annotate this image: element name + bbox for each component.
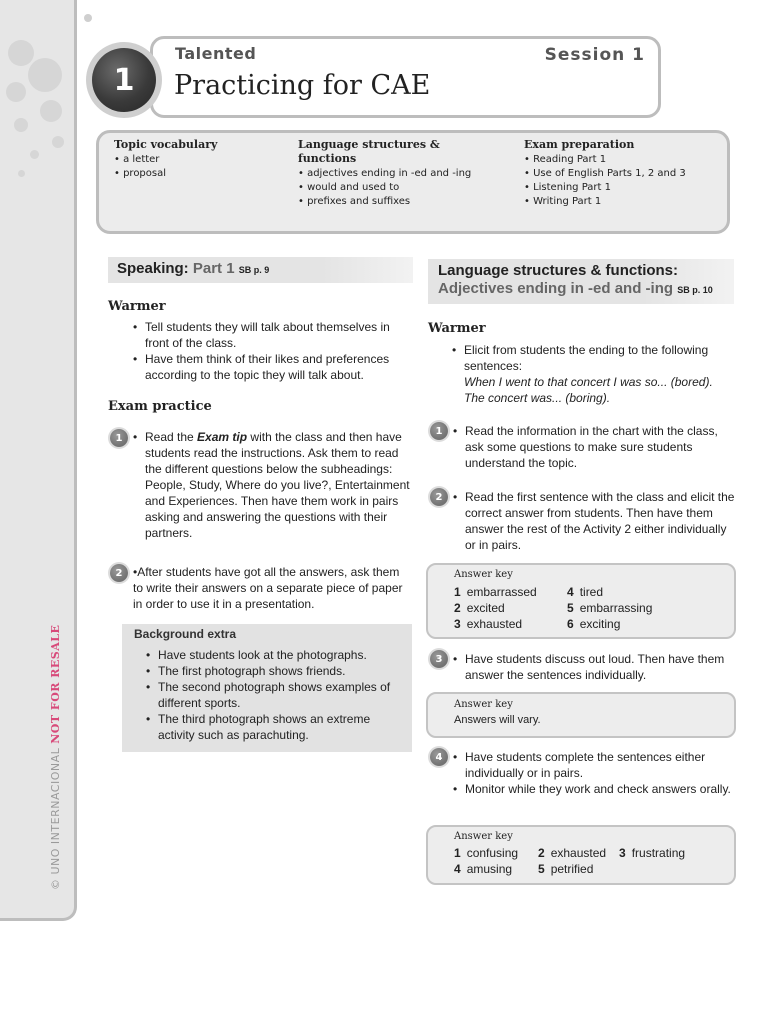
step-number-badge: 3 xyxy=(430,650,448,668)
decor-bubble xyxy=(8,40,34,66)
answer-item: 2 exhausted xyxy=(538,846,607,860)
step-number-badge: 1 xyxy=(110,429,128,447)
answer-item: 1 embarrassed xyxy=(454,585,537,599)
unit-subtitle: Talented xyxy=(175,44,257,63)
answer-item: 5 embarrassing xyxy=(567,601,653,615)
exam-preparation-overview: Exam preparation • Reading Part 1 • Use of English Parts 1, 2 and 3 • Listening Part 1 • Writing Part 1 xyxy=(524,138,686,209)
decor-bubble xyxy=(84,14,92,22)
decor-bubble xyxy=(52,136,64,148)
session-label: Session 1 xyxy=(544,45,645,65)
language-structures-overview: Language structures & functions • adjectives ending in -ed and -ing • would and used to • prefixes and suffixes xyxy=(298,138,471,209)
answer-key-title: Answer key xyxy=(454,831,513,842)
language-step-4: • Have students complete the sentences either individually or in pairs. • Monitor while they work and check answers orally. xyxy=(453,749,735,797)
decor-bubble xyxy=(18,170,25,177)
decor-bubble xyxy=(40,100,62,122)
exam-practice-step-1: • Read the Exam tip with the class and then have students read the instructions. Ask them to read the different questions below the subheadings: People, Study, Where do you live?, Entertainment and Experiences. Then have them work in pairs asking and answering the questions with their partners. xyxy=(133,429,411,541)
unit-badge: 1 xyxy=(92,48,156,112)
decor-bubble xyxy=(6,82,26,102)
warmer-right-list: • Elicit from students the ending to the following sentences: When I went to that concert I was so... (bored). The concert was... (boring). xyxy=(452,342,732,406)
language-step-1: • Read the information in the chart with the class, ask some questions to make sure students understand the topic. xyxy=(453,423,735,471)
topic-vocabulary: Topic vocabulary • a letter • proposal xyxy=(114,138,217,181)
language-step-2: • Read the first sentence with the class and elicit the correct answer from students. Then have them answer the rest of the Activity 2 either individually or in pairs. xyxy=(453,489,735,553)
answer-key-title: Answer key xyxy=(454,699,513,710)
decor-bubble xyxy=(28,58,62,92)
warmer-heading: Warmer xyxy=(108,299,166,314)
answer-item: 2 excited xyxy=(454,601,505,615)
step-number-badge: 1 xyxy=(430,422,448,440)
answer-text: Answers will vary. xyxy=(454,714,541,726)
warmer-heading-right: Warmer xyxy=(428,321,486,336)
decor-bubble xyxy=(14,118,28,132)
warmer-list: • Tell students they will talk about themselves in front of the class. • Have them think of their likes and preferences according to the topic they will talk about. xyxy=(133,319,408,383)
answer-item: 4 amusing xyxy=(454,862,513,876)
answer-item: 4 tired xyxy=(567,585,604,599)
language-step-3: • Have students discuss out loud. Then have them answer the sentences individually. xyxy=(453,651,737,683)
exam-practice-step-2: •After students have got all the answers, ask them to write their answers on a separate piece of paper in order to use it in a presentation. xyxy=(133,565,403,611)
step-number-badge: 2 xyxy=(430,488,448,506)
step-number-badge: 2 xyxy=(110,564,128,582)
sidebar-strip xyxy=(0,0,77,921)
page-title: Practicing for CAE xyxy=(174,70,431,101)
answer-item: 3 frustrating xyxy=(619,846,686,860)
decor-bubble xyxy=(30,150,39,159)
answer-item: 3 exhausted xyxy=(454,617,523,631)
answer-item: 1 confusing xyxy=(454,846,519,860)
background-extra-title: Background extra xyxy=(134,627,237,641)
speaking-section-header: Speaking: Part 1 SB p. 9 xyxy=(108,257,413,283)
background-extra-list: • Have students look at the photographs. • The first photograph shows friends. • The second photograph shows examples of different sports. • The third photograph shows an extreme activity such as parachuting. xyxy=(146,647,404,743)
answer-item: 5 petrified xyxy=(538,862,594,876)
answer-key-title: Answer key xyxy=(454,569,513,580)
answer-item: 6 exciting xyxy=(567,617,621,631)
exam-practice-heading: Exam practice xyxy=(108,399,212,414)
step-number-badge: 4 xyxy=(430,748,448,766)
language-section-header: Language structures & functions: Adjectives ending in -ed and -ing SB p. 10 xyxy=(428,259,734,304)
copyright-credit: © UNO INTERNACIONAL NOT FOR RESALE xyxy=(49,624,62,890)
